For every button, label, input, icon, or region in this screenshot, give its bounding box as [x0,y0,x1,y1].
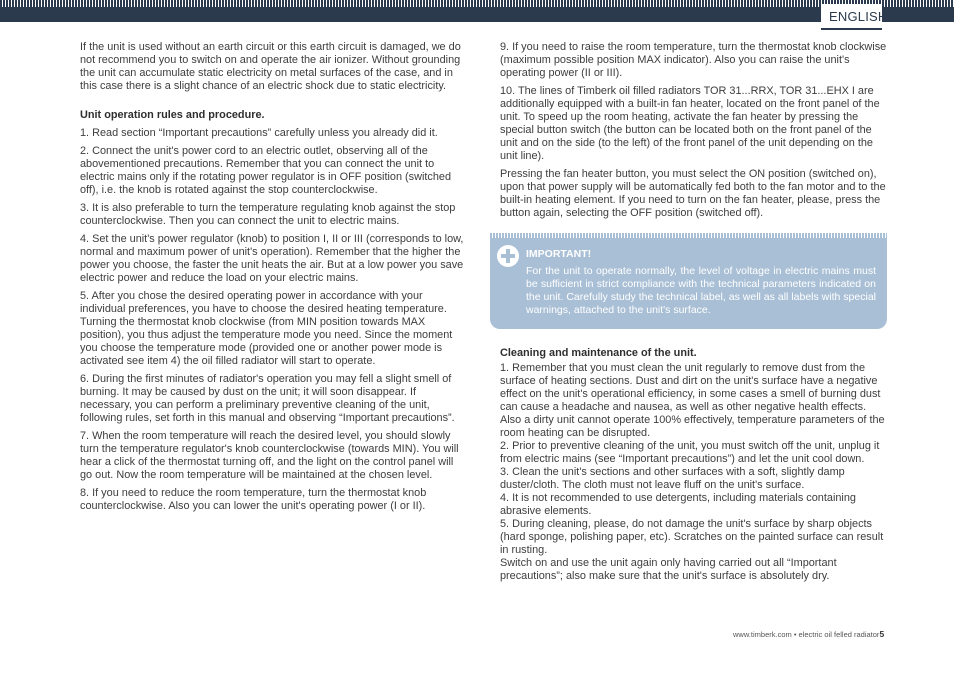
page-footer [733,629,884,639]
cleaning-heading: Cleaning and maintenance of the unit. [500,347,697,359]
operation-item: 3. It is also preferable to turn the temperature regulating knob against the stop counterclockwise. Then you can connect the unit to electric mains. [80,202,456,227]
header-stripe [0,0,954,7]
operation-item: 5. After you chose the desired operating power in accordance with your individual preferences, you have to choose the desired heating temperature. Turning the thermostat knob clockwise (from MIN position towards MAX position), you thus adjust the temperature mode you need. Since the moment you choose the temperature mode (provided one or another power mode is activated see item 4) the oil filled radiator will start to operate. [80,290,453,367]
operation-item: 6. During the first minutes of radiator's operation you may fell a slight smell of burning. It may be caused by dust on the unit; it will soon disappear. If necessary, you can perform a preliminary preventive cleaning of the unit, following rules, set forth in this manual and observing “Important precautions”. [80,373,455,424]
operation-item: 10. The lines of Timberk oil filled radiators TOR 31...RRX, TOR 31...EHX I are additionally equipped with a built-in fan heater, located on the front panel of the unit. To speed up the room heating, activate the fan heater by pressing the special button switch (the button can be located both on the front panel of the unit and on the side (to the left) of the front panel of the unit depending on the unit line). [500,85,880,162]
operation-item: 8. If you need to reduce the room temperature, turn the thermostat knob counterclockwise. Also you can lower the unit's operating power (I or II). [80,487,427,512]
right-column [500,41,887,583]
cleaning-item: 4. It is not recommended to use detergents, including materials containing abrasive elements. [500,492,856,517]
cleaning-item: Switch on and use the unit again only having carried out all “Important precautions”; also make sure that the unit's surface is absolutely dry. [500,557,837,582]
operation-item: Pressing the fan heater button, you must select the ON position (switched on), upon that power supply will be automatically fed both to the fan motor and to the built-in heating element. If you need to turn on the fan heater, please, press the button again, selecting the OFF position (switched off). [500,168,886,219]
cleaning-list [500,362,887,583]
page-number: 5 [879,629,885,639]
intro-paragraph: If the unit is used without an earth circuit or this earth circuit is damaged, we do not recommend you to switch on and operate the air ionizer. Without grounding the unit can accumulate static electricity on metal surfaces of the case, and in this case there is a slight chance of an electric shock due to static electricity. [80,41,461,92]
language-label: ENGLISH [829,9,888,24]
left-column [80,41,465,518]
cleaning-item: 1. Remember that you must clean the unit regularly to remove dust from the surface of heating sections. Dust and dirt on the unit's surface have a negative effect on the unit's operational efficiency, in some cases a smell of burning dust can cause a headache and nausea, as well as other negative health effects. Also a dirty unit cannot operate 100% effectively, temperature parameters of the room heating can be disrupted. [500,362,885,439]
cleaning-item: 3. Clean the unit's sections and other surfaces with a soft, slightly damp duster/cloth. The cloth must not leave fluff on the unit's surface. [500,466,845,491]
notice-stripe [490,233,887,238]
operation-item: 4. Set the unit's power regulator (knob) to position I, II or III (corresponds to low, normal and maximum power of unit's operation). Remember that the higher the power you choose, the faster the unit heats the air. But at a low power you save electric power and reduce the load on your electric mains. [80,233,464,284]
important-text: For the unit to operate normally, the level of voltage in electric mains must be sufficient in strict compliance with the technical parameters indicated on the unit. Carefully study the technical label, as well as all labels with special warnings, attached to the unit's surface. [526,265,876,316]
operation-item: 9. If you need to raise the room temperature, turn the thermostat knob clockwise (maximum possible position MAX indicator). Also you can raise the unit's operating power (II or III). [500,41,887,79]
header-bar [0,7,954,22]
operation-item: 1. Read section “Important precautions” carefully unless you already did it. [80,127,438,139]
footer-text: www.timberk.com • electric oil felled radiator [733,630,880,639]
important-title: IMPORTANT! [526,248,592,260]
plus-icon [497,245,519,267]
important-notice [490,233,887,329]
cleaning-item: 5. During cleaning, please, do not damage the unit's surface by sharp objects (hard sponge, polishing paper, etc). Scratches on the painted surface can result in rusting. [500,518,884,556]
language-tab [821,4,888,30]
operation-item: 7. When the room temperature will reach the desired level, you should slowly turn the temperature regulator's knob counterclockwise (towards MIN). You will hear a click of the thermostat turning off, and the light on the control panel will go out. Now the room temperature will be maintained at the chosen level. [80,430,459,481]
operation-heading: Unit operation rules and procedure. [80,109,265,121]
operation-item: 2. Connect the unit's power cord to an electric outlet, observing all of the abovementioned precautions. Remember that you can connect the unit to electric mains only if the rotating power regulator is in OFF position (switched off), i.e. the knob is rotated against the stop counterclockwise. [80,145,452,196]
cleaning-item: 2. Prior to preventive cleaning of the unit, you must switch off the unit, unplug it from electric mains (see “Important precautions”) and let the unit cool down. [500,440,880,465]
